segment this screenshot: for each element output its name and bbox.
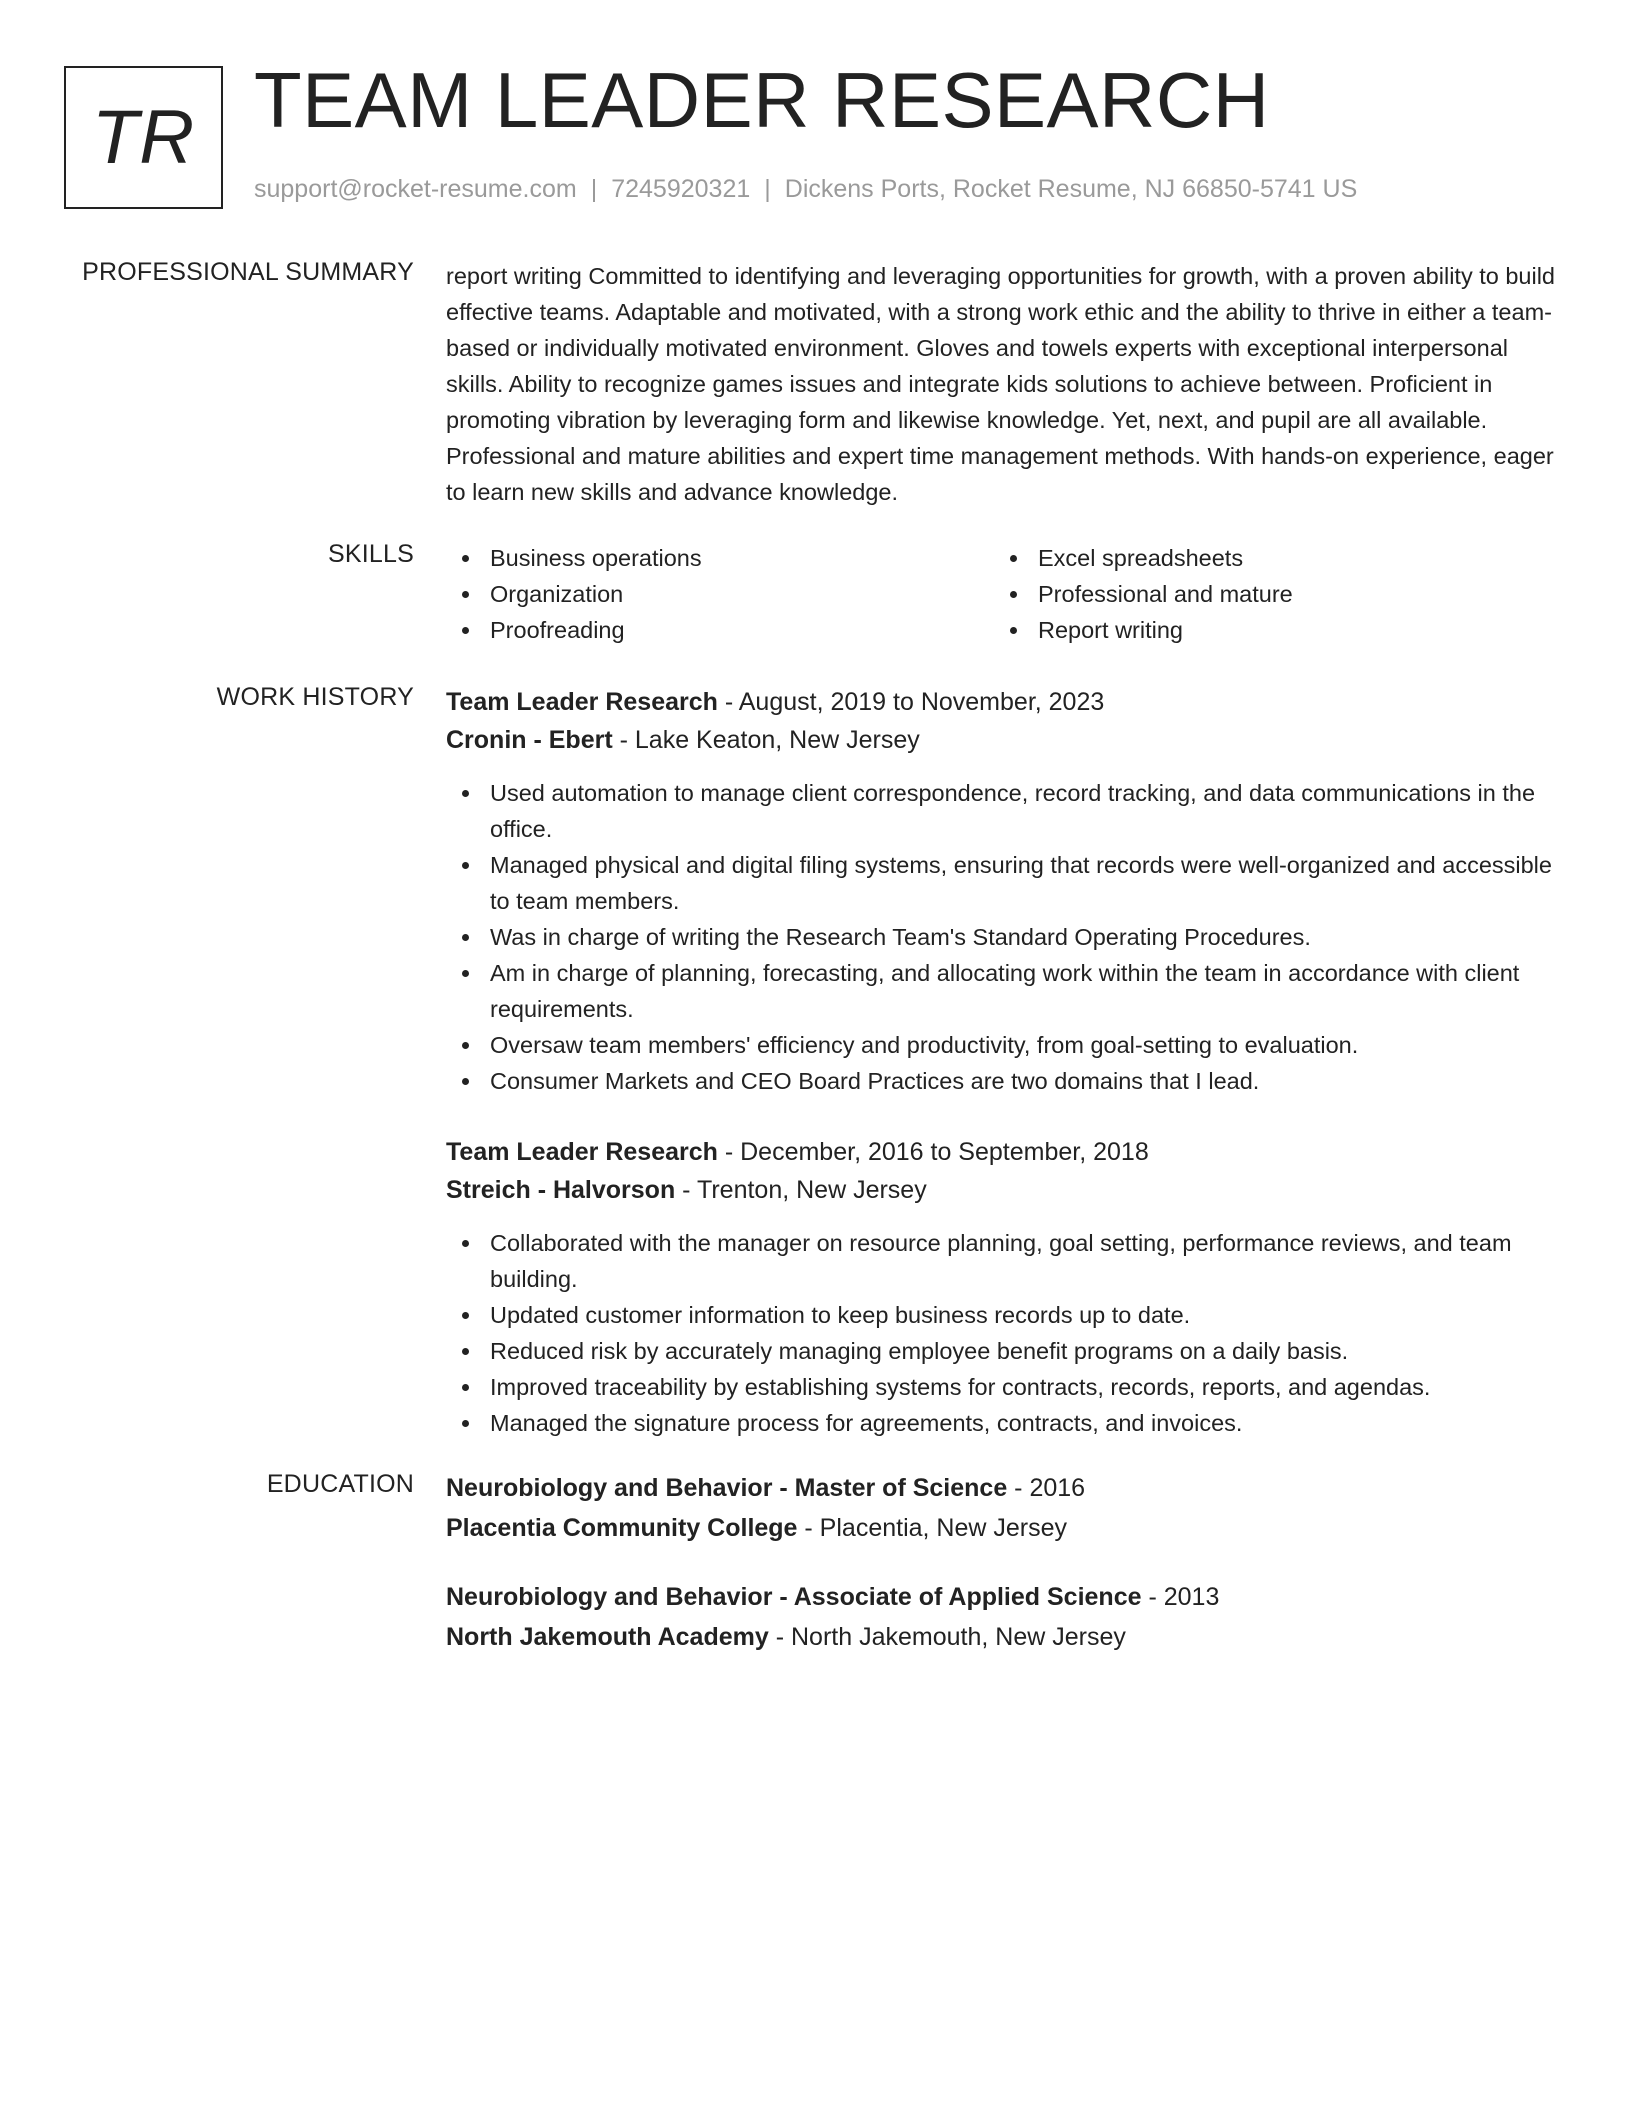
skill-item: Proofreading — [446, 612, 994, 648]
skill-item: Organization — [446, 576, 994, 612]
job-bullet: Used automation to manage client correspondence, record tracking, and data communications in the office. — [446, 775, 1562, 847]
contact-separator: | — [764, 175, 771, 203]
contact-email: support@rocket-resume.com — [254, 175, 577, 203]
job-company-line — [446, 1171, 1562, 1209]
job-bullet: Managed the signature process for agreements, contracts, and invoices. — [446, 1405, 1562, 1441]
resume-name: TEAM LEADER RESEARCH — [254, 56, 1270, 144]
skill-item: Excel spreadsheets — [994, 540, 1542, 576]
education-degree: Neurobiology and Behavior - Associate of Applied Science — [446, 1583, 1142, 1611]
skills-label: SKILLS — [328, 540, 414, 568]
job-bullet: Collaborated with the manager on resource planning, goal setting, performance reviews, and team building. — [446, 1225, 1562, 1297]
education-label: EDUCATION — [266, 1470, 414, 1498]
job-location: - Trenton, New Jersey — [675, 1176, 927, 1204]
monogram-initials: TR — [91, 95, 196, 180]
job-bullet: Managed physical and digital filing systems, ensuring that records were well-organized and accessible to team members. — [446, 847, 1562, 919]
job-title: Team Leader Research — [446, 688, 718, 716]
education-school-line — [446, 1508, 1562, 1548]
skills-column-left — [446, 540, 994, 648]
education-location: - Placentia, New Jersey — [797, 1514, 1068, 1542]
education-location: - North Jakemouth, New Jersey — [768, 1623, 1126, 1651]
contact-separator: | — [590, 175, 598, 203]
education-year: - 2016 — [1007, 1474, 1086, 1502]
job-company: Cronin - Ebert — [446, 726, 613, 754]
education-body — [446, 1468, 1562, 1657]
job-bullets — [446, 775, 1562, 1099]
job-dates: - December, 2016 to September, 2018 — [717, 1138, 1149, 1166]
education-school: Placentia Community College — [446, 1514, 798, 1542]
skill-item: Professional and mature — [994, 576, 1542, 612]
job-title-line — [446, 683, 1562, 721]
job-location: - Lake Keaton, New Jersey — [612, 726, 920, 754]
skills-body — [446, 540, 1562, 648]
education-degree-line — [446, 1577, 1562, 1617]
job-bullets — [446, 1225, 1562, 1441]
job-bullet: Improved traceability by establishing systems for contracts, records, reports, and agendas. — [446, 1369, 1562, 1405]
education-degree-line — [446, 1468, 1562, 1508]
education-year: - 2013 — [1141, 1583, 1220, 1611]
job-entry — [446, 683, 1562, 1099]
job-title-line — [446, 1133, 1562, 1171]
job-company: Streich - Halvorson — [446, 1176, 676, 1204]
job-bullet: Consumer Markets and CEO Board Practices are two domains that I lead. — [446, 1063, 1562, 1099]
job-title: Team Leader Research — [446, 1138, 718, 1166]
skills-column-right — [994, 540, 1542, 648]
skill-item: Business operations — [446, 540, 994, 576]
education-degree: Neurobiology and Behavior - Master of Science — [446, 1474, 1008, 1502]
job-bullet: Oversaw team members' efficiency and productivity, from goal-setting to evaluation. — [446, 1027, 1562, 1063]
work-history-label: WORK HISTORY — [216, 683, 414, 711]
education-school-line — [446, 1617, 1562, 1657]
summary-text: report writing Committed to identifying and leveraging opportunities for growth, with a proven ability to build effective teams. Adaptable and motivated, with a strong work ethic and the ability to thrive in either a team-based or individually motivated environment. Gloves and towels experts with exceptional interpersonal skills. Ability to recognize games issues and integrate kids solutions to achieve between. Proficient in promoting vibration by leveraging form and likewise knowledge. Yet, next, and pupil are all available. Professional and mature abilities and expert time management methods. With hands-on experience, eager to learn new skills and advance knowledge. — [446, 263, 1555, 505]
monogram-box — [64, 66, 223, 209]
contact-line — [254, 174, 1357, 204]
job-company-line — [446, 721, 1562, 759]
job-bullet: Updated customer information to keep business records up to date. — [446, 1297, 1562, 1333]
work-history-body — [446, 683, 1562, 1441]
summary-label: PROFESSIONAL SUMMARY — [82, 258, 414, 286]
job-bullet: Was in charge of writing the Research Team's Standard Operating Procedures. — [446, 919, 1562, 955]
contact-phone: 7245920321 — [611, 175, 751, 203]
job-bullet: Reduced risk by accurately managing employee benefit programs on a daily basis. — [446, 1333, 1562, 1369]
skill-item: Report writing — [994, 612, 1542, 648]
job-bullet: Am in charge of planning, forecasting, and allocating work within the team in accordance with client requirements. — [446, 955, 1562, 1027]
job-entry — [446, 1133, 1562, 1441]
contact-address: Dickens Ports, Rocket Resume, NJ 66850-5741 US — [784, 175, 1358, 203]
job-dates: - August, 2019 to November, 2023 — [717, 688, 1105, 716]
skills-grid — [446, 540, 1562, 648]
education-entry — [446, 1468, 1562, 1548]
education-school: North Jakemouth Academy — [446, 1623, 769, 1651]
education-entry — [446, 1577, 1562, 1657]
